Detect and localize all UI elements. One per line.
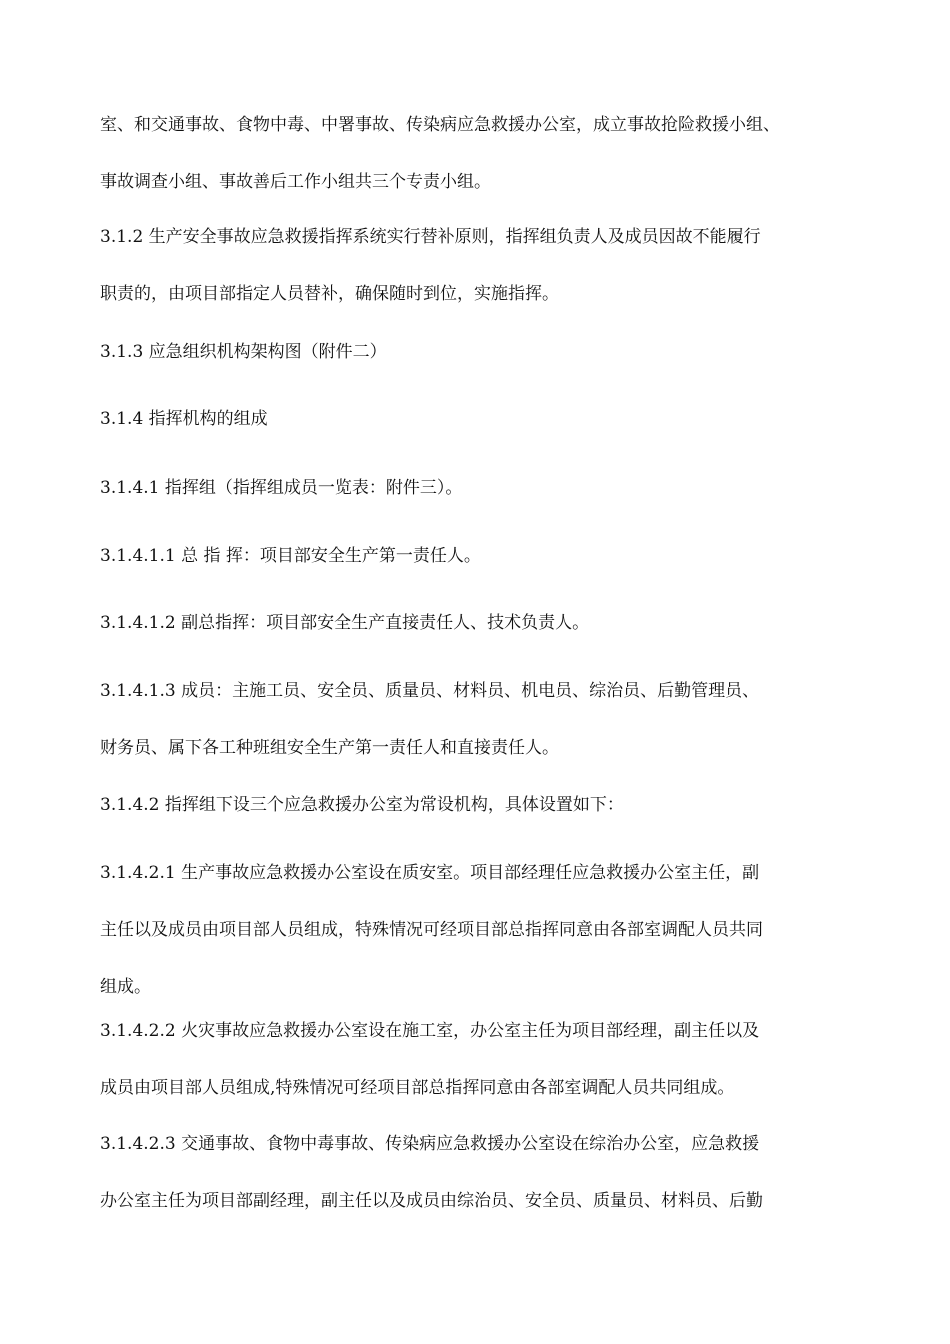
- paragraph-3-1-4-1: [100, 460, 860, 517]
- text-line: 3.1.2 生产安全事故应急救援指挥系统实行替补原则，指挥组负责人及成员因故不能履行: [100, 227, 761, 247]
- text-line: 3.1.4.2.2 火灾事故应急救援办公室设在施工室，办公室主任为项目部经理，副主任以及: [100, 1021, 760, 1041]
- text-line: 3.1.4.1.3 成员：主施工员、安全员、质量员、材料员、机电员、综治员、后勤管理员、: [100, 681, 760, 701]
- paragraph-3-1-4-2: [100, 777, 860, 834]
- text-line: 3.1.4.2 指挥组下设三个应急救援办公室为常设机构，具体设置如下：: [100, 795, 624, 815]
- paragraph-3-1-4-2-2: [100, 1003, 860, 1117]
- paragraph-3-1-4: [100, 391, 860, 448]
- text-line: 3.1.4.1.1 总 指 挥：项目部安全生产第一责任人。: [100, 546, 481, 566]
- paragraph-3-1-4-1-1: [100, 528, 860, 585]
- paragraph-3-1-4-1-2: [100, 595, 860, 652]
- text-line: 3.1.4.1.2 副总指挥：项目部安全生产直接责任人、技术负责人。: [100, 613, 590, 633]
- text-line: 办公室主任为项目部副经理，副主任以及成员由综治员、安全员、质量员、材料员、后勤: [100, 1191, 763, 1211]
- text-line: 职责的，由项目部指定人员替补，确保随时到位，实施指挥。: [100, 284, 559, 304]
- text-line: 组成。: [100, 977, 151, 997]
- paragraph-3-1-4-2-1: [100, 845, 860, 1016]
- text-line: 3.1.4.2.1 生产事故应急救援办公室设在质安室。项目部经理任应急救援办公室主任，副: [100, 863, 760, 883]
- paragraph-3-1-4-2-3: [100, 1116, 860, 1230]
- paragraph-3-1-3: [100, 324, 860, 381]
- paragraph-3-1-2: [100, 209, 860, 323]
- text-line: 3.1.3 应急组织机构架构图（附件二）: [100, 342, 387, 362]
- paragraph-office-groups: [100, 97, 860, 211]
- text-line: 3.1.4.2.3 交通事故、食物中毒事故、传染病应急救援办公室设在综治办公室，应急救援: [100, 1134, 760, 1154]
- text-line: 事故调查小组、事故善后工作小组共三个专责小组。: [100, 172, 491, 192]
- text-line: 成员由项目部人员组成,特殊情况可经项目部总指挥同意由各部室调配人员共同组成。: [100, 1078, 735, 1098]
- text-line: 室、和交通事故、食物中毒、中署事故、传染病应急救援办公室，成立事故抢险救援小组、: [100, 115, 780, 135]
- text-line: 3.1.4 指挥机构的组成: [100, 409, 268, 429]
- text-line: 主任以及成员由项目部人员组成，特殊情况可经项目部总指挥同意由各部室调配人员共同: [100, 920, 763, 940]
- text-line: 财务员、属下各工种班组安全生产第一责任人和直接责任人。: [100, 738, 559, 758]
- paragraph-3-1-4-1-3: [100, 663, 860, 777]
- text-line: 3.1.4.1 指挥组（指挥组成员一览表：附件三）。: [100, 478, 463, 498]
